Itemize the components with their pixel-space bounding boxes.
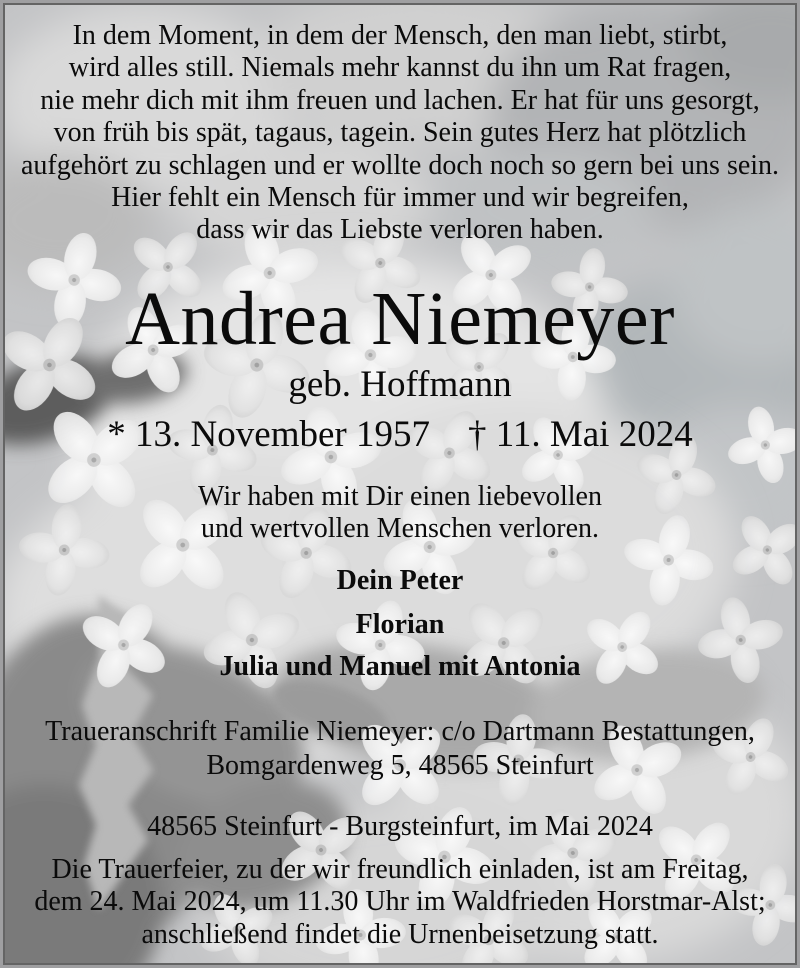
opening-verse [5, 20, 795, 247]
funeral-line: Die Trauerfeier, zu der wir freundlich einladen, ist am Freitag, [51, 853, 749, 885]
verse-line: dass wir das Liebste verloren haben. [196, 214, 604, 246]
tribute-line: Wir haben mit Dir einen liebevollen [198, 480, 602, 512]
verse-line: nie mehr dich mit ihm freuen und lachen. Er hat für uns gesorgt, [40, 84, 760, 116]
verse-line: In dem Moment, in dem der Mensch, den man liebt, stirbt, [72, 20, 728, 51]
obituary-frame [3, 3, 797, 965]
mourner-family: Julia und Manuel mit Antonia [219, 650, 581, 682]
mourner-husband: Dein Peter [336, 564, 464, 596]
mourning-address-line: Bomgardenweg 5, 48565 Steinfurt [206, 749, 594, 781]
funeral-information [5, 854, 795, 952]
obituary-content [5, 20, 795, 951]
maiden-name: geb. Hoffmann [288, 363, 512, 405]
mourner-son: Florian [355, 608, 445, 640]
birth-date: * 13. November 1957 [107, 413, 430, 455]
funeral-line: dem 24. Mai 2024, um 11.30 Uhr im Waldfrieden Horstmar-Alst; [34, 886, 766, 918]
tribute-line: und wertvollen Menschen verloren. [200, 513, 600, 545]
funeral-line: anschließend findet die Urnenbeisetzung statt. [141, 918, 659, 950]
death-date: † 11. Mai 2024 [467, 413, 693, 455]
mourning-address [5, 715, 795, 783]
verse-line: von früh bis spät, tagaus, tagein. Sein gutes Herz hat plötzlich [53, 117, 747, 149]
verse-line: Hier fehlt ein Mensch für immer und wir begreifen, [111, 182, 689, 214]
mourning-address-line: Traueranschrift Familie Niemeyer: c/o Dartmann Bestattungen, [45, 715, 755, 747]
verse-line: aufgehört zu schlagen und er wollte doch noch so gern bei uns sein. [20, 149, 780, 181]
place-and-date: 48565 Steinfurt - Burgsteinfurt, im Mai 2024 [147, 810, 653, 842]
tribute-text [5, 481, 795, 546]
deceased-name: Andrea Niemeyer [125, 276, 675, 361]
life-dates [5, 413, 795, 457]
verse-line: wird alles still. Niemals mehr kannst du ihn um Rat fragen, [68, 52, 732, 84]
